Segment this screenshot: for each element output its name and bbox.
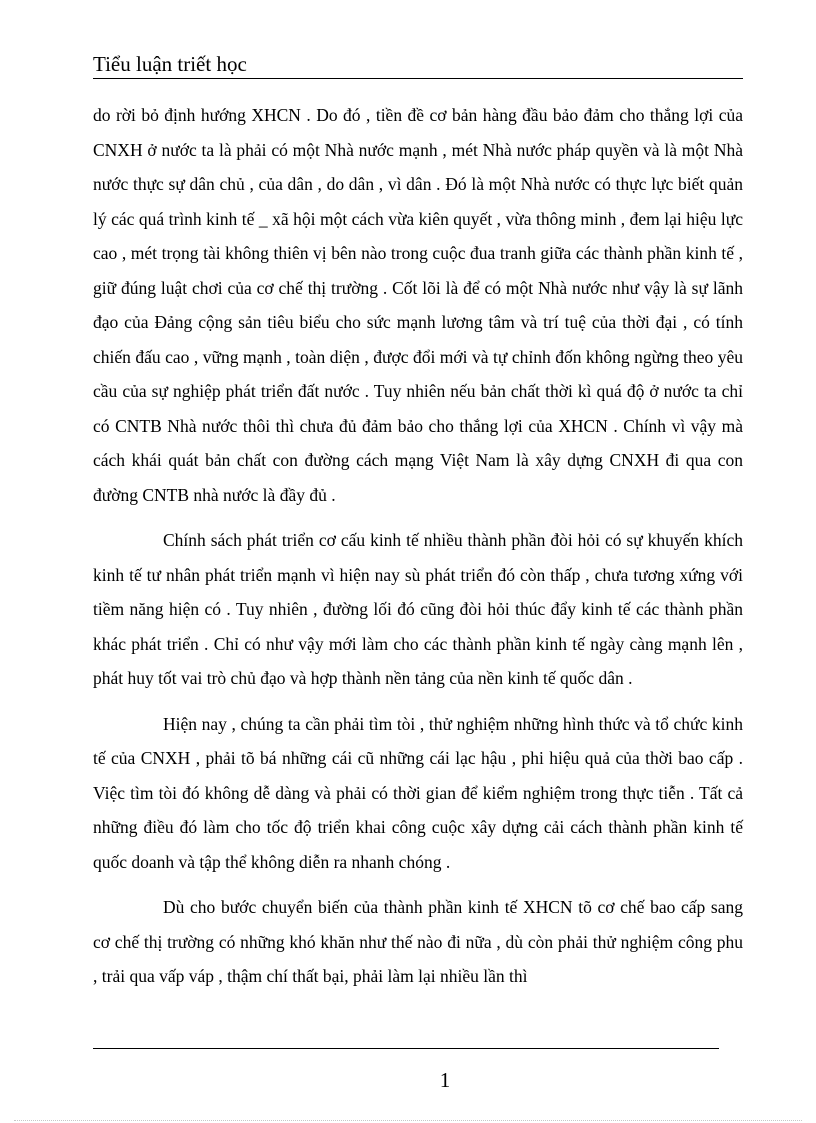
footer-divider: [93, 1048, 719, 1049]
page-number: 1: [439, 1068, 451, 1092]
header-divider: [93, 78, 743, 79]
page-bottom-edge: [14, 1120, 802, 1121]
paragraph-1: do rời bỏ định hướng XHCN . Do đó , tiền đề cơ bản hàng đầu bảo đảm cho thắng lợi của CNXH ở nước ta là phải có một Nhà nước mạnh , mét Nhà nước pháp quyền và là một Nhà nước thực sự dân chủ , của dân , do dân , vì dân . Đó là một Nhà nước có thực lực biết quản lý các quá trình kinh tế _ xã hội một cách vừa kiên quyết , vừa thông minh , đem lại hiệu lực cao , mét trọng tài không thiên vị bên nào trong cuộc đua tranh giữa các thành phần kinh tế , giữ đúng luật chơi của cơ chế thị trường . Cốt lõi là để có một Nhà nước như vậy là sự lãnh đạo của Đảng cộng sản tiêu biểu cho sức mạnh lương tâm và trí tuệ của thời đại , có tính chiến đấu cao , vững mạnh , toàn diện , được đổi mới và tự chỉnh đốn không ngừng theo yêu cầu của sự nghiệp phát triển đất nước . Tuy nhiên nếu bản chất thời kì quá độ ở nước ta chỉ có CNTB Nhà nước thôi thì chưa đủ đảm bảo cho thắng lợi của XHCN . Chính vì vậy mà cách khái quát bản chất con đường cách mạng Việt Nam là xây dựng CNXH đi qua con đường CNTB nhà nước là đầy đủ .: [93, 105, 743, 505]
paragraph-3: Hiện nay , chúng ta cần phải tìm tòi , thử nghiệm những hình thức và tổ chức kinh tế của CNXH , phải tõ bá những cái cũ những cái lạc hậu , phi hiệu quả của thời bao cấp . Việc tìm tòi đó không dễ dàng và phải có thời gian để kiểm nghiệm trong thực tiễn . Tất cả những điều đó làm cho tốc độ triển khai công cuộc xây dựng cải cách thành phần kinh tế quốc doanh và tập thể không diễn ra nhanh chóng .: [93, 713, 743, 872]
paragraph-2: Chính sách phát triển cơ cấu kinh tế nhiều thành phần đòi hỏi có sự khuyến khích kinh tế tư nhân phát triển mạnh vì hiện nay sù phát triển đó còn thấp , chưa tương xứng với tiềm năng hiện có . Tuy nhiên , đường lối đó cũng đòi hỏi thúc đẩy kinh tế các thành phần khác phát triển . Chỉ có như vậy mới làm cho các thành phần kinh tế ngày càng mạnh lên , phát huy tốt vai trò chủ đạo và hợp thành nền tảng của nền kinh tế quốc dân .: [93, 530, 743, 688]
paragraph-4: Dù cho bước chuyển biến của thành phần kinh tế XHCN tõ cơ chế bao cấp sang cơ chế thị trường có những khó khăn như thế nào đi nữa , dù còn phải thử nghiệm công phu , trải qua vấp váp , thậm chí thất bại, phải làm lại nhiều lần thì: [93, 897, 743, 986]
document-body: [93, 98, 743, 994]
page-header-title: Tiểu luận triết học: [93, 52, 247, 76]
